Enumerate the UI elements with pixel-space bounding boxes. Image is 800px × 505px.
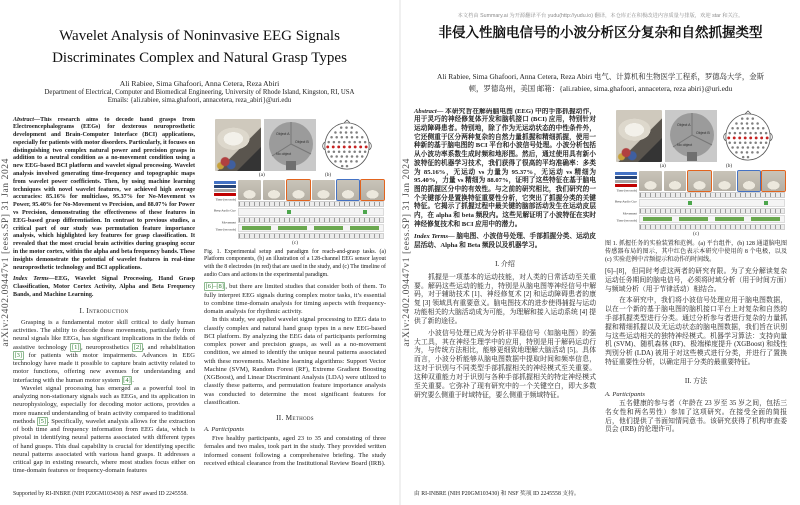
beep-cue-label: Beep Audio Cue	[214, 208, 236, 213]
abstract-text: 本研究旨在解码脑电图 (EEG) 中的手部抓握动作，用于灵巧的神经修复体开发和脑机接口 (BCI) 应用，特别针对运动障碍患者。特别地，除了作为无运动状态的中性条件外，它还侧重于区分两种复杂的自然力量抓握和精细抓握，使用一种新的基于脑电图的 BCI 平台和小波信号处理。小波分析包括从小波功率系数生成时频和地形图。然后，通过使用具有新小波特征的机器学习技术，我们获得了很高的平均准确率：多类为 85.16%，无运动 vs 力量为 95.37%，无运动 vs 精细为 95.40%，力量 vs 精细为 88.07%，证明了这些特征在基于脑电图的抓握区分中的有效性。与之前的研究相比，我们研究的一个关键部分是置换特征重要性分析，它突出了抓握分类的关键特征。它揭示了抓握过程中最关键的脑部活动发生在运动皮层内，在 alpha 和 beta 频段内。这些见解证明了小波特征在实时神经修复技术和 BCI 应用中的潜力。	[414, 107, 596, 228]
time-ruler	[639, 192, 785, 198]
figure-1-top-row	[204, 119, 386, 171]
affiliation-line: Department of Electrical, Computer and Biomedical Engineering, University of Rhode Island, Kingston, RI, USA	[44, 88, 355, 96]
legend-chip-blue	[214, 181, 236, 184]
pie-label-no-object: No object	[276, 151, 292, 156]
column2-paragraph-2-chinese: 在本研究中，我们将小波信号处理应用于脑电图数据，以在一个新的基于脑电图的脑机接口平台上对复杂和自然的手部抓握类型进行分类。通过分析参与者进行复杂的力量抓握和精细抓握以及无运动状态的脑电图数据，我们旨在识别与这些运动相关的独特神经模式。机器学习算法：支持向量机 (SVM)、随机森林 (RF)、极端梯度提升 (XGBoost) 和线性判别分析 (LDA) 被用于对这些模式进行分类，并进行了置换特征重要性分析，以确定用于分类的最重要特征。	[605, 297, 787, 367]
paradigm-timeline	[607, 171, 785, 230]
section-methods-chinese: II. 方法	[684, 376, 708, 385]
section-methods: II. Methods	[276, 414, 314, 423]
timeline-legend	[206, 180, 236, 239]
citation-link[interactable]: [2]	[133, 343, 142, 351]
subfig-a-label: (a)	[659, 162, 666, 169]
abstract-text: This research aims to decode hand grasps from Electroencephalograms (EEGs) for dexterous neuroprosthetic development and Brain-Computer Interface (BCI) applications, especially for patients with motor disorders. Particularly, it focuses on distinguishing two complex natural power and precision grasps in addition to a neutral condition as a no-movement condition using a new EEG-based BCI platform and wavelet signal processing. Wavelet analysis involved generating time-frequency and topographic maps from wavelet power coefficients. Then, by using machine learning techniques with novel wavelet features, we achieved high average accuracies: 85.16% for multiclass, 95.37% for No-Movement vs Power, 95.40% for No-Movement vs Precision, and 88.07% for Power vs Precision, demonstrating the effectiveness of these features in EEG-based grasp differentiation. In contrast to previous studies, a critical part of our study was permutation feature importance analysis, which highlighted key features for grasp classification. It revealed that the most crucial brain activities during grasping occur in the motor cortex, within the alpha and beta frequency bands. These insights demonstrate the potential of wavelet features in real-time neuroprosthetic technology and BCI applications.	[13, 116, 195, 271]
time-axis-label-2: Time (seconds)	[215, 227, 236, 232]
index-terms-label: Index Terms—	[13, 276, 55, 283]
beep-marker	[287, 210, 291, 214]
legend-chip-red	[214, 193, 236, 196]
intro-paragraph-2-chinese: 小波信号处理已成为分析非平稳信号（如脑电图）的强大工具，其在神经生理学中的应用，特别是用于解码运动行为，与传统方法相比，能够更细致地理解大脑活动 [5]。具体而言，小波分析能够从脑电图数据中提取时间和频率信息，这对于识别与不同类型手部抓握相关的神经模式至关重要。这种双重能力对于识别与各种手部抓握相关的特定神经模式至关重要。它弥补了现有研究中的一个关键空白，即大多数研究要么侧重于时域特征，要么侧重于频域特征。	[414, 329, 596, 399]
subfig-c-label: (c)	[291, 239, 299, 246]
timeline-thumb	[263, 180, 286, 200]
timeline-thumb	[664, 171, 687, 191]
support-footnote-chinese: 由 RI-INBRE (NIH P20GM103430) 和 NSF 奖项 ID 2245558 支持。	[414, 489, 598, 499]
time-axis-label-1: Time (seconds)	[616, 188, 637, 193]
movement-bar	[715, 217, 744, 221]
turntable-svg	[665, 110, 717, 162]
chinese-column-1	[414, 108, 596, 480]
page-chinese	[401, 0, 800, 505]
time-ruler	[238, 217, 384, 223]
column2-paragraph-1-chinese: [6]–[8]，但同时考虑这两者的研究有限。为了充分解读复杂运动任务期间的脑电信号，必须将时域分析（用于时间方面）与频域分析（用于节律活动）相结合。	[605, 267, 787, 293]
platform-photo	[215, 119, 261, 171]
time-axis-label-2: Time (seconds)	[616, 218, 637, 223]
beep-cue-strip	[639, 199, 785, 207]
timeline-thumb	[713, 171, 736, 191]
abstract-label: Abstract—	[13, 116, 41, 123]
citation-link[interactable]: [6]–[8]	[205, 283, 224, 291]
authors-line-chinese: Ali Rabiee, Sima Ghafoori, Anna Cetera, Reza Abiri 电气、计算机和生物医学工程系，罗德岛大学，金斯顿，罗德岛州，美国 邮箱：{ali.rabiee, sima.ghafoori, annacetera, reza abiri}@uri.edu	[437, 71, 764, 93]
subfig-b-label: (b)	[725, 162, 733, 169]
movement-bar	[679, 217, 708, 221]
subsection-participants: A. Participants	[204, 426, 244, 434]
emails-line: Emails: {ali.rabiee, sima.ghafoori, annacetera, reza_abiri}@uri.edu	[107, 96, 292, 104]
index-terms-chinese	[414, 233, 596, 250]
figure-1-chinese	[605, 110, 787, 237]
movement-bar	[278, 226, 307, 230]
legend-chip-blue	[615, 172, 637, 175]
pie-label-object-b: Object B	[696, 130, 710, 135]
section-introduction-chinese: I. 介绍	[495, 259, 515, 268]
timeline-strips	[238, 180, 384, 239]
participants-paragraph: Five healthy participants, aged 23 to 35 and consisting of three females and two males, took part in the study. They provided written informed consent following a comprehensive briefing. The study received ethical clearance from the Institutional Review Board (IRB).	[204, 435, 386, 467]
paradigm-timeline	[206, 180, 384, 239]
timeline-thumb-highlighted	[688, 171, 711, 191]
pie-label-no-object: No object	[677, 142, 693, 147]
arxiv-watermark-right	[402, 0, 412, 505]
timeline-thumb	[238, 180, 261, 200]
paper-title-chinese: 非侵入性脑电信号的小波分析区分复杂和自然抓握类型	[438, 25, 763, 40]
subsection-participants-chinese: A. Participants	[605, 390, 645, 398]
time-ruler	[238, 201, 384, 207]
timeline-photo-strip	[238, 180, 384, 200]
two-column-body-chinese	[401, 108, 800, 480]
authors-line: Ali Rabiee, Sima Ghafoori, Anna Cetera, Reza Abiri	[119, 78, 280, 88]
chinese-column-2	[605, 108, 787, 480]
time-ruler	[639, 208, 785, 214]
eeg-sensor-layout	[319, 119, 375, 171]
turntable-svg	[264, 119, 316, 171]
beep-cue-strip	[238, 208, 384, 216]
intro-paragraph-2: Wavelet signal processing has emerged as a powerful tool in analyzing non-stationary signals such as EEGs, and its application in neurophysiology, especially for decoding motor actions, provides a more nuanced understanding of brain activity compared to traditional methods [5] . Specifically, wavelet analysis allows for the extraction of both time and frequency information from EEG data, which is pivotal in identifying neural patterns associated with different types of hand grasps. This dual capability is crucial for identifying specific neural patterns associated with various hand grasps. It addresses a critical gap in existing research, where most studies focus either on time-domain features or frequency-domain features	[13, 384, 195, 475]
citation-link[interactable]: [5]	[38, 417, 47, 425]
paper-title-english	[24, 26, 375, 70]
pie-label-object-a: Object A	[276, 131, 290, 136]
legend-chip-darkblue	[615, 176, 637, 179]
timeline-thumb	[312, 180, 335, 200]
legend-chip-gray	[214, 189, 236, 192]
movement-label: Movement	[622, 211, 637, 216]
movement-label: Movement	[221, 220, 236, 225]
figure-1-top-row	[605, 110, 787, 162]
index-terms-text: 脑电图、小波信号处理、手部抓握分类、运动皮层活动、Alpha 和 Beta 频段以及机器学习。	[414, 233, 596, 250]
support-footnote: Supported by RI-INBRE (NIH P20GM103430) & NSF award ID 2245558.	[13, 489, 197, 499]
figure-1	[204, 119, 386, 246]
section-introduction: I. Introduction	[79, 306, 129, 315]
movement-strip	[238, 224, 384, 232]
figure-1-caption: Fig. 1. Experimental setup and paradigm for reach-and-grasp tasks. (a) Platform components, (b) an illustration of a 128-channel EEG sensor layout with the 8 electrodes (in red) that are used in the study, and (c) The timeline of audio Cues and actions in the experimental paradigm.	[204, 248, 386, 278]
subfig-b-label: (b)	[324, 171, 332, 178]
legend-chip-gray	[615, 180, 637, 183]
citation-link[interactable]: [3]	[14, 351, 23, 359]
index-terms	[13, 276, 195, 299]
abstract-label: Abstract—	[414, 107, 446, 115]
eeg-sensor-layout	[720, 110, 776, 162]
pie-label-object-b: Object B	[295, 139, 309, 144]
arxiv-label: arXiv:2402.09447v1 [eess.SP] 31 Jan 2024	[1, 158, 11, 347]
time-axis-label-1: Time (seconds)	[215, 197, 236, 202]
beep-marker	[363, 210, 367, 214]
movement-bar	[751, 217, 780, 221]
column2-paragraph-2: In this study, we applied wavelet signal processing to EEG data to classify complex and natural hand grasp types in a new EEG-based BCI platform. By analyzing the EEG data of participants performing complex power and precision grasps, as well as a no-movement condition, we aimed to identify the unique neural patterns associated with these movements. Machine learning algorithms: Support Vector Machine (SVM), Random Forest (RF), Extreme Gradient Boosting (XGBoost), and Linear Discriminant Analysis (LDA) were utilized to classify these patterns, and permutation feature importance analysis was conducted to determine the most significant features for classification.	[204, 316, 386, 406]
timeline-thumb-highlighted	[287, 180, 310, 200]
citation-link[interactable]: [1]	[71, 343, 80, 351]
timeline-thumb-highlighted	[738, 171, 761, 191]
turntable-diagram	[264, 119, 316, 171]
time-ruler	[238, 233, 384, 239]
pie-label-object-a: Object A	[677, 122, 691, 127]
subfig-a-label: (a)	[258, 171, 265, 178]
translation-banner: 本文档由 Summary.ai 为开源翻译平台 yudu(http://yudu.io) 翻译，本仓库正在积极改进内容质量与排版，欢迎 star 和关注。	[457, 13, 744, 19]
title-line-2: Discriminates Complex and Natural Grasp Types	[52, 49, 347, 66]
subfigure-label-c	[204, 240, 386, 246]
participants-paragraph-chinese: 五名健康的参与者（年龄在 23 岁至 35 岁之间，包括三名女性和两名男性）参加了这项研究。在接受全面的简报后，他们提供了书面知情同意书。该研究获得了机构审查委员会 (IRB) 的伦理许可。	[605, 399, 787, 434]
beep-marker	[764, 201, 768, 205]
page-english	[0, 0, 399, 505]
eeg-head-svg	[720, 110, 776, 162]
index-terms-text: EEG, Wavelet Signal Processing, Hand Grasp Classification, Motor Cortex Activity, Alpha and Beta Frequency Bands, and Machine Learning.	[13, 276, 195, 299]
timeline-strips	[639, 171, 785, 230]
movement-bar	[314, 226, 343, 230]
movement-strip	[639, 215, 785, 223]
beep-marker	[688, 201, 692, 205]
timeline-thumb-highlighted	[361, 180, 384, 200]
subfigure-labels-ab	[204, 172, 386, 178]
movement-bar	[643, 217, 672, 221]
figure-1-caption-chinese: 图 1. 抓握任务的实验装置和范例。(a) 平台组件，(b) 128 通道脑电图传感器布局的图示，其中红色表示本研究中使用的 8 个电极，以及 (c) 实验范例中音频提示和动作的时间线。	[605, 240, 787, 263]
index-terms-label: Index Terms—	[414, 233, 457, 241]
intro-paragraph-1-chinese: 抓握是一项基本的运动技能，对人类的日常活动至关重要。解码这些运动的能力，特别是从脑电图等神经信号中解码，对于辅助技术 [1]、神经修复术 [2] 和运动障碍患者的康复 [3] 领域具有重要意义。脑电图技术的进步使得捕捉与运动功能相关的大脑活动成为可能，为理解和接入运动系统 [4] 提供了新的途径。	[414, 273, 596, 325]
subfigure-label-c	[605, 231, 787, 237]
subfigure-labels-ab	[605, 163, 787, 169]
legend-chip-darkblue	[214, 185, 236, 188]
citation-link[interactable]: [4]	[123, 376, 131, 384]
arxiv-label: arXiv:2402.09447v1 [eess.SP] 31 Jan 2024	[402, 158, 412, 347]
platform-photo	[616, 110, 662, 162]
eeg-head-svg	[319, 119, 375, 171]
arxiv-watermark-left	[1, 0, 11, 505]
time-ruler	[639, 224, 785, 230]
abstract-chinese	[414, 108, 596, 230]
abstract	[13, 117, 195, 273]
timeline-photo-strip	[639, 171, 785, 191]
title-line-1: Wavelet Analysis of Noninvasive EEG Signals	[59, 28, 340, 44]
beep-cue-label: Beep Audio Cue	[615, 199, 637, 204]
subfig-c-label: (c)	[692, 230, 700, 237]
two-column-body	[0, 117, 399, 489]
movement-bar	[350, 226, 379, 230]
english-column-2	[204, 117, 386, 489]
legend-chip-red	[615, 184, 637, 187]
turntable-diagram	[665, 110, 717, 162]
movement-bar	[242, 226, 271, 230]
timeline-thumb	[639, 171, 662, 191]
timeline-thumb-highlighted	[762, 171, 785, 191]
intro-paragraph-1: Grasping is a fundamental motor skill critical to daily human activities. The ability to decode these movements, particularly from neural signals like EEGs, has significant implications in the fields of assistive technology [1] , neuroprosthetics [2] , and rehabilitation [3] for patients with motor impairments. Advances in EEG technology have made it possible to capture brain activity related to motor functions, offering new avenues for understanding and interfacing with the human motor system [4] .	[13, 318, 195, 384]
timeline-legend	[607, 171, 637, 230]
timeline-thumb-highlighted	[337, 180, 360, 200]
english-column-1	[13, 117, 195, 489]
column2-paragraph-1: [6]–[8] , but there are limited studies that consider both of them. To fully interpret EEG signals during complex motor tasks, it’s essential to combine time-domain analysis for timing aspects with frequency-domain analysis for rhythmic activity.	[204, 283, 386, 316]
